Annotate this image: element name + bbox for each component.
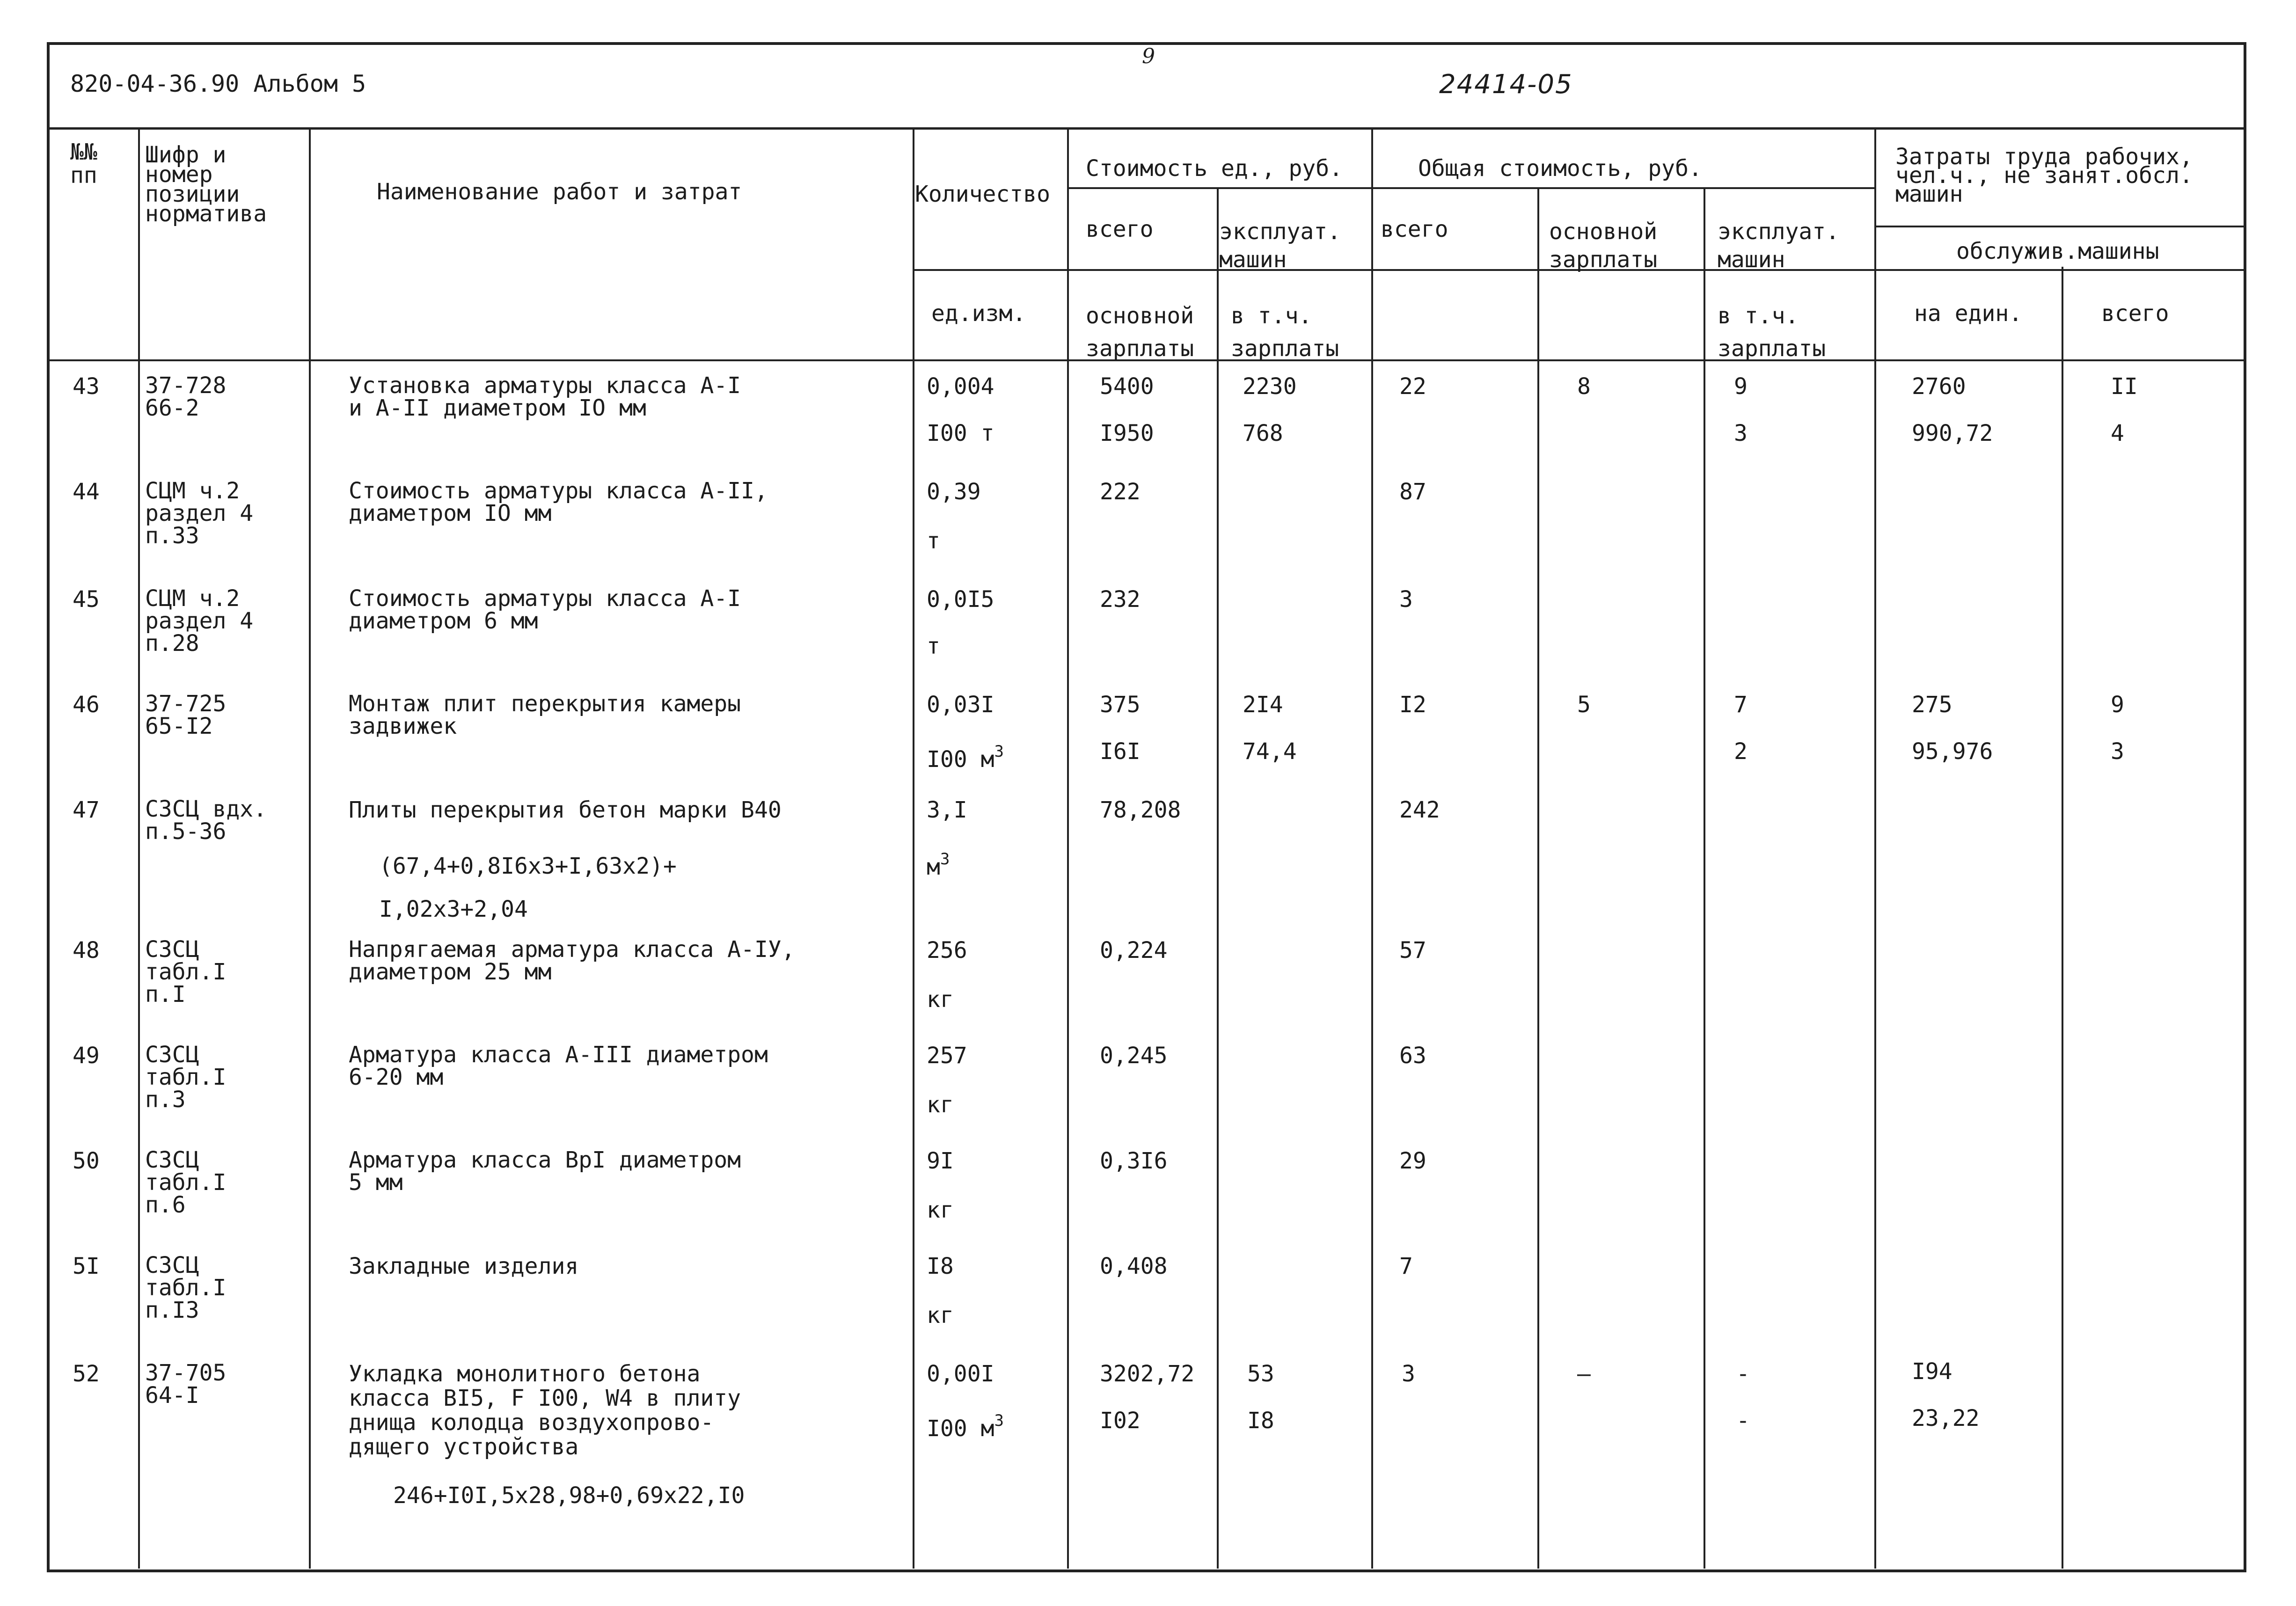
header-unit-main-salary: основной зарплаты [1086,303,1194,362]
row-labor-total: II [2111,373,2138,400]
row-num: 43 [73,373,100,400]
row-num: 47 [73,797,100,823]
header-unit-machines-salary: в т.ч. зарплаты [1231,303,1339,362]
row-cipher: СЗСЦ табл.I п.3 [145,1042,227,1113]
row-quantity: 256 [927,937,967,964]
header-total-all: всего [1381,216,1448,242]
row-quantity: 257 [927,1043,967,1069]
row-name: Стоимость арматуры класса А-II, диаметром IO мм [349,478,768,526]
row-quantity: 0,03I [927,692,994,718]
row-cipher: СЗСЦ вдх. п.5-36 [145,796,267,845]
header-unit-total: всего [1086,216,1154,242]
row-cipher: СЦМ ч.2 раздел 4 п.33 [145,478,254,549]
row-name: Арматура класса А-III диаметром 6-20 мм [349,1042,768,1090]
row-name: Укладка монолитного бетона класса ВI5, F I00, W4 в плиту днища колодца воздухопрово- дящего устройства [349,1361,741,1460]
row-quantity: 0,00I [927,1361,994,1387]
header-cipher: Шифр и номер позиции норматива [145,142,267,227]
row-unit: I00 $м^3$ [927,1411,1004,1442]
row-total-salary: – [1577,1361,1591,1387]
row-unit-salary: I02 [1100,1408,1141,1434]
row-unit-total: 3202,72 [1100,1361,1195,1387]
row-unit-total: 0,3I6 [1100,1148,1168,1174]
header-labor-per-unit: на един. [1914,300,2023,327]
row-name: Установка арматуры класса А-I и А-II диаметром IO мм [349,372,741,421]
header-labor-service: обслужив.машины [1956,238,2159,264]
header-quantity: Количество [915,181,1050,207]
row-total: 87 [1399,479,1426,505]
row-quantity: I8 [927,1253,954,1279]
header-labor-total: всего [2101,300,2169,327]
row-total: 3 [1399,586,1413,613]
row-num: 49 [73,1043,100,1069]
row-unit-salary: I6I [1100,738,1141,765]
header-num: №№ пп [70,139,97,189]
row-total-machines: - [1736,1361,1750,1387]
row-unit: I00 т [927,420,994,446]
row-unit: т [927,633,940,659]
row-unit-total: 222 [1100,479,1141,505]
row-total-machines-salary: 2 [1734,738,1748,765]
row-formula: (67,4+0,8I6x3+I,63x2)+ I,02x3+2,04 [379,853,677,922]
row-num: 50 [73,1148,100,1174]
row-total: 7 [1399,1253,1413,1279]
row-labor-total: 9 [2111,692,2124,718]
row-labor-unit: 2760 [1912,373,1966,400]
row-quantity: 0,004 [927,373,994,400]
row-num: 52 [73,1361,100,1387]
row-name: Монтаж плит перекрытия камеры задвижек [349,691,741,739]
row-labor-total-2: 3 [2111,738,2124,765]
header-labor-group: Затраты труда рабочих, чел.ч., не занят.обсл. машин [1895,144,2193,207]
row-unit-machines-salary: I8 [1247,1408,1274,1434]
row-total: 242 [1399,797,1440,823]
row-total: I2 [1399,692,1426,718]
row-unit: I00 $м^3$ [927,742,1004,773]
header-total-cost-group: Общая стоимость, руб. [1418,155,1702,182]
page-number: 9 [1142,44,1155,68]
row-cipher: СЗСЦ табл.I п.I3 [145,1252,227,1323]
row-labor-unit: 275 [1912,692,1952,718]
row-unit-machines-salary: 768 [1243,420,1283,446]
row-unit: кг [927,1092,954,1118]
row-unit: кг [927,986,954,1013]
row-quantity: 0,0I5 [927,586,994,613]
row-name: Плиты перекрытия бетон марки В40 [349,797,782,823]
header-total-machines: эксплуат. машин [1718,219,1840,273]
header-divider [47,127,2246,130]
row-total: 57 [1399,937,1426,964]
row-unit-total: 78,208 [1100,797,1181,823]
row-name: Стоимость арматуры класса А-I диаметром 6 мм [349,585,741,634]
row-unit-total: 0,245 [1100,1043,1168,1069]
row-unit: кг [927,1197,954,1223]
row-num: 48 [73,937,100,964]
row-total-salary: 5 [1577,692,1591,718]
document-code: 820-04-36.90 Альбом 5 [70,70,366,97]
row-labor-unit-2: 23,22 [1912,1405,1980,1431]
row-labor-total-2: 4 [2111,420,2124,446]
row-total-machines-salary: 3 [1734,420,1748,446]
row-total: 3 [1402,1361,1415,1387]
row-unit-machines: 2230 [1243,373,1297,400]
header-total-machines-salary: в т.ч. зарплаты [1718,303,1826,362]
row-num: 46 [73,692,100,718]
row-unit: $м^3$ [927,850,950,880]
row-unit: т [927,528,940,554]
row-formula: 246+I0I,5x28,98+0,69x22,I0 [393,1482,745,1509]
row-total: 22 [1399,373,1426,400]
row-unit-total: 5400 [1100,373,1154,400]
row-total-salary: 8 [1577,373,1591,400]
row-num: 45 [73,586,100,613]
row-cipher: 37-725 65-I2 [145,691,227,739]
header-name: Наименование работ и затрат [377,179,742,205]
row-name: Напрягаемая арматура класса А-IУ, диаметром 25 мм [349,936,795,985]
row-cipher: 37-728 66-2 [145,372,227,421]
row-name: Арматура класса ВрI диаметром 5 мм [349,1147,741,1196]
row-cipher: СЗСЦ табл.I п.6 [145,1147,227,1218]
row-quantity: 3,I [927,797,967,823]
row-unit-total: 375 [1100,692,1141,718]
row-quantity: 9I [927,1148,954,1174]
row-unit-total: 232 [1100,586,1141,613]
row-cipher: СЦМ ч.2 раздел 4 п.28 [145,585,254,657]
header-total-main-salary: основной зарплаты [1549,219,1658,273]
row-total-machines-salary: - [1736,1408,1750,1434]
row-unit-total: 0,408 [1100,1253,1168,1279]
row-labor-unit-2: 95,976 [1912,738,1993,765]
handwritten-code: 24414-05 [1439,69,1573,100]
row-unit-machines: 2I4 [1243,692,1283,718]
row-num: 44 [73,479,100,505]
header-unit-machines: эксплуат. машин [1219,219,1341,273]
row-cipher: СЗСЦ табл.I п.I [145,936,227,1007]
row-unit-total: 0,224 [1100,937,1168,964]
row-unit-machines: 53 [1247,1361,1274,1387]
row-unit-salary: I950 [1100,420,1154,446]
row-total: 29 [1399,1148,1426,1174]
row-labor-unit-2: 990,72 [1912,420,1993,446]
row-unit-machines-salary: 74,4 [1243,738,1297,765]
row-labor-unit: I94 [1912,1358,1952,1385]
row-total-machines: 9 [1734,373,1748,400]
row-num: 5I [73,1253,100,1279]
row-name: Закладные изделия [349,1253,579,1279]
row-total-machines: 7 [1734,692,1748,718]
header-unit-cost-group: Стоимость ед., руб. [1086,155,1343,182]
row-quantity: 0,39 [927,479,981,505]
row-total: 63 [1399,1043,1426,1069]
row-cipher: 37-705 64-I [145,1360,227,1409]
row-unit: кг [927,1302,954,1329]
header-unit: ед.изм. [931,300,1026,327]
